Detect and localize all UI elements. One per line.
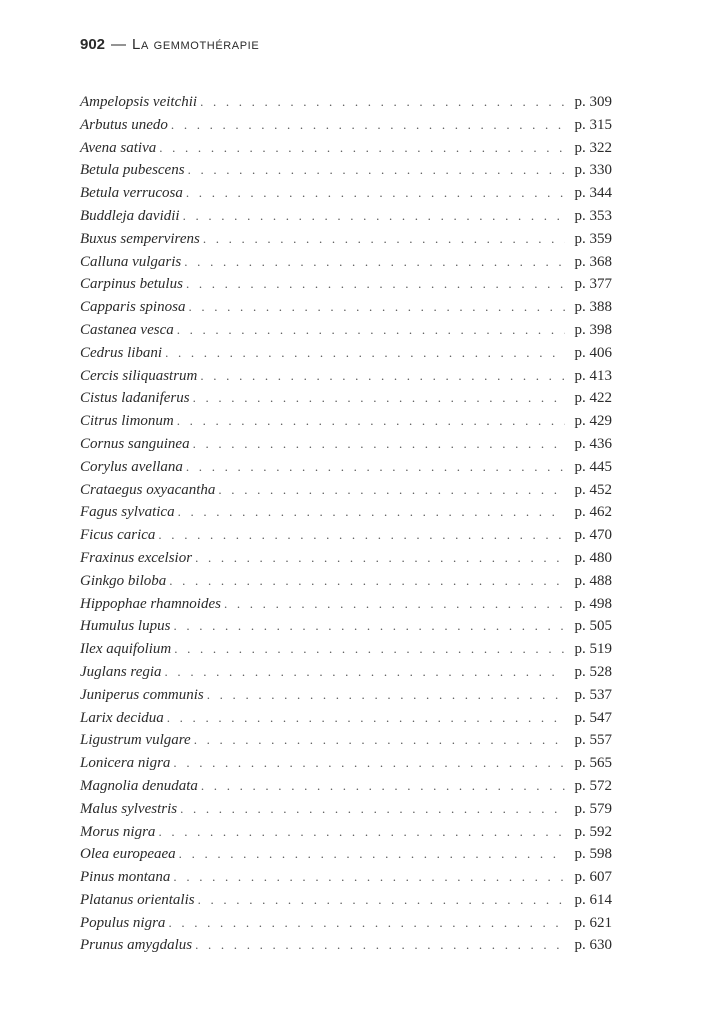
dot-leader <box>167 707 565 730</box>
dot-leader <box>224 593 565 616</box>
page-reference: p. 322 <box>574 139 612 156</box>
plant-name: Fagus sylvatica <box>80 504 175 521</box>
plant-name: Carpinus betulus <box>80 276 183 293</box>
plant-name: Ampelopsis veitchii <box>80 94 198 110</box>
index-entry <box>80 251 612 274</box>
dot-leader <box>174 638 565 661</box>
dot-leader <box>165 342 565 365</box>
index-entry <box>80 410 612 433</box>
dot-leader <box>159 137 565 160</box>
plant-name: Populus nigra <box>80 914 166 931</box>
dot-leader <box>165 661 565 684</box>
index-entry <box>80 182 612 205</box>
index-entry <box>80 524 612 547</box>
index-entry <box>80 319 612 342</box>
index-entry <box>80 387 612 410</box>
dot-leader <box>186 456 565 479</box>
index-entry <box>80 137 612 160</box>
index-entry <box>80 570 612 593</box>
plant-name: Arbutus unedo <box>80 116 168 133</box>
plant-name: Morus nigra <box>80 823 156 840</box>
page-reference: p. 565 <box>574 755 612 772</box>
plant-name: Malus sylvestris <box>80 800 178 817</box>
dot-leader <box>188 296 565 319</box>
plant-name: Lonicera nigra <box>80 755 171 772</box>
dot-leader <box>200 365 565 388</box>
page-number: 902 <box>80 36 106 53</box>
plant-name: Cedrus libani <box>80 344 163 361</box>
index-entry <box>80 91 612 114</box>
book-title: La gemmothérapie <box>132 36 260 53</box>
page-reference: p. 422 <box>574 390 612 407</box>
page-reference: p. 505 <box>574 618 612 635</box>
dot-leader <box>169 570 565 593</box>
page-reference: p. 377 <box>574 276 612 293</box>
index-entry <box>80 205 612 228</box>
plant-name: Juglans regia <box>80 663 162 680</box>
plant-name: Ilex aquifolium <box>80 641 172 658</box>
dot-leader <box>195 934 565 957</box>
index-entry <box>80 593 612 616</box>
dot-leader <box>173 866 565 889</box>
page-reference: p. 388 <box>574 299 612 316</box>
page-reference: p. 452 <box>574 481 612 498</box>
plant-index-list <box>80 91 612 957</box>
page-reference: p. 528 <box>574 663 612 680</box>
index-entry <box>80 114 612 137</box>
page-reference: p. 406 <box>574 344 612 361</box>
plant-name: Larix decidua <box>80 709 164 726</box>
index-entry <box>80 342 612 365</box>
page-reference: p. 488 <box>574 572 612 589</box>
plant-name: Ginkgo biloba <box>80 572 167 589</box>
dot-leader <box>194 729 565 752</box>
index-entry <box>80 615 612 638</box>
index-entry <box>80 273 612 296</box>
plant-name: Olea europeaea <box>80 846 176 863</box>
page-reference: p. 353 <box>574 207 612 224</box>
index-entry <box>80 547 612 570</box>
plant-name: Cistus ladaniferus <box>80 390 190 407</box>
page-reference: p. 330 <box>574 162 612 179</box>
header-separator: — <box>111 36 127 53</box>
index-entry <box>80 866 612 889</box>
plant-name: Cornus sanguinea <box>80 435 190 452</box>
dot-leader <box>207 684 565 707</box>
plant-name: Cercis siliquastrum <box>80 367 198 384</box>
plant-name: Crataegus oxyacantha <box>80 481 216 498</box>
index-entry <box>80 661 612 684</box>
page-reference: p. 398 <box>574 321 612 338</box>
plant-name: Ficus carica <box>80 527 156 544</box>
page-reference: p. 572 <box>574 777 612 794</box>
page-reference: p. 429 <box>574 413 612 430</box>
page-reference: p. 621 <box>574 914 612 931</box>
plant-name: Corylus avellana <box>80 458 183 475</box>
page-reference: p. 598 <box>574 846 612 863</box>
dot-leader <box>201 775 565 798</box>
dot-leader <box>178 501 565 524</box>
page-reference: p. 470 <box>574 527 612 544</box>
page-reference: p. 547 <box>574 709 612 726</box>
plant-name: Buddleja davidii <box>80 207 180 224</box>
dot-leader <box>177 319 565 342</box>
plant-name: Capparis spinosa <box>80 299 186 316</box>
dot-leader <box>173 615 565 638</box>
plant-name: Pinus montana <box>80 869 171 886</box>
page-reference: p. 359 <box>574 230 612 247</box>
plant-name: Avena sativa <box>80 139 157 156</box>
page-reference: p. 344 <box>574 185 612 202</box>
index-entry <box>80 159 612 182</box>
plant-name: Betula verrucosa <box>80 185 183 202</box>
page-reference: p. 368 <box>574 253 612 270</box>
dot-leader <box>168 912 565 935</box>
dot-leader <box>158 821 565 844</box>
plant-name: Betula pubescens <box>80 162 185 179</box>
plant-name: Buxus sempervirens <box>80 230 200 247</box>
plant-name: Citrus limonum <box>80 413 174 430</box>
dot-leader <box>218 479 565 502</box>
page-reference: p. 480 <box>574 549 612 566</box>
dot-leader <box>184 251 565 274</box>
index-entry <box>80 228 612 251</box>
dot-leader <box>173 752 565 775</box>
index-entry <box>80 843 612 866</box>
dot-leader <box>200 91 565 114</box>
page-reference: p. 557 <box>574 732 612 749</box>
index-entry <box>80 479 612 502</box>
index-entry <box>80 433 612 456</box>
plant-name: Humulus lupus <box>80 618 171 635</box>
index-entry <box>80 501 612 524</box>
page-reference: p. 614 <box>574 891 612 908</box>
page-reference: p. 309 <box>574 94 612 110</box>
index-entry <box>80 889 612 912</box>
page-reference: p. 413 <box>574 367 612 384</box>
index-entry <box>80 798 612 821</box>
index-entry <box>80 934 612 957</box>
dot-leader <box>188 159 565 182</box>
dot-leader <box>177 410 565 433</box>
plant-name: Platanus orientalis <box>80 891 195 908</box>
plant-name: Prunus amygdalus <box>80 937 193 954</box>
page-reference: p. 607 <box>574 869 612 886</box>
dot-leader <box>183 205 565 228</box>
index-entry <box>80 775 612 798</box>
plant-name: Calluna vulgaris <box>80 253 182 270</box>
dot-leader <box>198 889 565 912</box>
page-reference: p. 579 <box>574 800 612 817</box>
dot-leader <box>171 114 565 137</box>
page-reference: p. 445 <box>574 458 612 475</box>
page-reference: p. 436 <box>574 435 612 452</box>
dot-leader <box>186 182 565 205</box>
page-reference: p. 462 <box>574 504 612 521</box>
page-reference: p. 315 <box>574 116 612 133</box>
index-entry <box>80 821 612 844</box>
dot-leader <box>186 273 565 296</box>
dot-leader <box>193 433 565 456</box>
index-entry <box>80 684 612 707</box>
running-head <box>80 36 259 58</box>
dot-leader <box>203 228 565 251</box>
index-entry <box>80 707 612 730</box>
index-entry <box>80 729 612 752</box>
page-reference: p. 537 <box>574 686 612 703</box>
dot-leader <box>180 798 565 821</box>
index-entry <box>80 912 612 935</box>
plant-name: Juniperus communis <box>80 686 204 703</box>
plant-name: Castanea vesca <box>80 321 174 338</box>
page-reference: p. 498 <box>574 595 612 612</box>
page-reference: p. 519 <box>574 641 612 658</box>
index-entry <box>80 752 612 775</box>
page-reference: p. 592 <box>574 823 612 840</box>
index-entry <box>80 365 612 388</box>
index-entry <box>80 296 612 319</box>
dot-leader <box>193 387 565 410</box>
index-entry <box>80 456 612 479</box>
dot-leader <box>195 547 565 570</box>
plant-name: Hippophae rhamnoides <box>80 595 221 612</box>
page-reference: p. 630 <box>574 937 612 954</box>
plant-name: Magnolia denudata <box>80 777 198 794</box>
dot-leader <box>158 524 565 547</box>
plant-name: Ligustrum vulgare <box>80 732 191 749</box>
plant-name: Fraxinus excelsior <box>80 549 193 566</box>
dot-leader <box>179 843 565 866</box>
index-entry <box>80 638 612 661</box>
